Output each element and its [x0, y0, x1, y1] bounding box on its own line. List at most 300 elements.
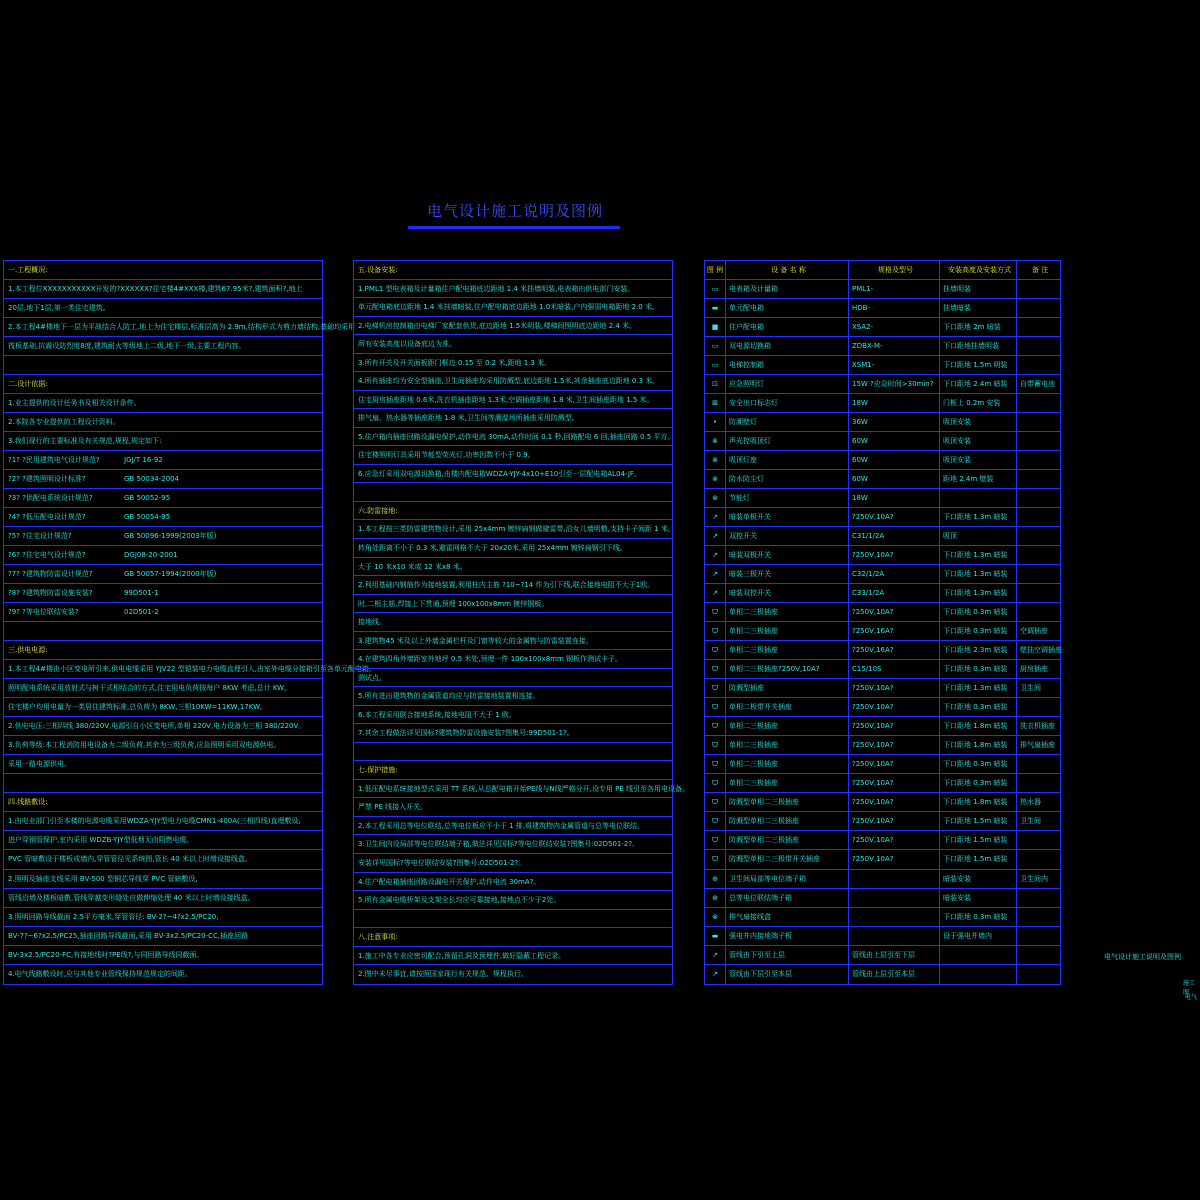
note-line — [4, 889, 322, 908]
note-text: 3.我们现行的主要标准及有关规范,规程,规定如下: — [8, 437, 162, 446]
note-text: 7.其余工程做法详见国标?建筑物防雷设施安装?图集号:99D501-1?。 — [358, 729, 574, 738]
note-line — [354, 409, 672, 428]
note-line — [4, 679, 322, 698]
standard-code: DGJ08-20-2001 — [124, 551, 178, 560]
device-model — [848, 889, 939, 907]
device-model: 60W — [848, 432, 939, 450]
legend-symbol-icon: ▭ — [711, 361, 719, 370]
legend-row — [705, 394, 1060, 413]
legend-symbol-icon: ⊗ — [712, 437, 718, 446]
note-text: 5.所有进出建筑物的金属管道均应与防雷接地装置相连接。 — [358, 692, 540, 701]
title-underline — [408, 226, 620, 229]
note-line — [354, 669, 672, 688]
install-method: 下口距地 1.8m 暗装 — [939, 717, 1016, 735]
device-model: C15/10S — [848, 660, 939, 678]
legend-symbol-icon: ⊕ — [712, 874, 718, 883]
note-line — [354, 595, 672, 614]
legend-symbol-icon: ᗜ — [712, 665, 718, 674]
legend-header-row — [705, 261, 1060, 280]
note-line — [354, 687, 672, 706]
device-model: 60W — [848, 451, 939, 469]
install-method: 下口距地 1.3m 暗装 — [939, 508, 1016, 526]
install-method — [939, 489, 1016, 507]
note-line — [4, 299, 322, 318]
install-method: 下口距地 2m 暗装 — [939, 318, 1016, 336]
note-text: 3.照明回路导线截面 2.5平方毫米,穿管管径: BV-2?~4?x2.5/PC20, — [8, 912, 219, 921]
note-text: 安装详见国标?等电位联结安装?图集号:02D501-2?。 — [358, 859, 526, 867]
note-text: 筏板基础,抗震设防烈度8度,建筑耐火等级地上二级,地下一级,主要工程内容。 — [8, 342, 246, 351]
install-method: 下口距地 0.3m 暗装 — [939, 622, 1016, 640]
device-name: 单相二三极插座?250V,10A? — [725, 660, 848, 678]
legend-row — [705, 641, 1060, 660]
note-line — [354, 873, 672, 892]
note-line — [4, 356, 322, 375]
note-text: 2.本院各专业提供的工程设计资料。 — [8, 418, 120, 427]
install-method: 下口距地 1.5m 暗装 — [939, 831, 1016, 849]
legend-row — [705, 546, 1060, 565]
device-name: 防溅型单相二三极插座 — [725, 793, 848, 811]
note-line — [354, 835, 672, 854]
note-text: 2.照明及插座支线采用 BV-500 型铜芯导线穿 PVC 管暗敷设, — [8, 874, 198, 883]
note-line — [354, 428, 675, 447]
device-model — [848, 908, 939, 926]
note-line — [354, 724, 672, 743]
device-name: 卫生间局部等电位端子箱 — [725, 870, 848, 888]
note-line — [4, 413, 322, 432]
remark: 壁挂空调插座 — [1016, 641, 1060, 659]
note-text: ?4? ?低压配电设计规范? — [8, 513, 86, 522]
note-line — [4, 927, 322, 946]
note-text: 4.在建筑四角外墙距室外地坪 0.5 米处,预埋一件 100x100x8mm 钢板作测试卡子。 — [358, 655, 623, 664]
note-text: 4.所有插座均为安全型插座,卫生间插座均采用防溅型,底边距地 1.5米,其余插座底边距地 0.3 米。 — [358, 377, 660, 386]
note-line — [354, 910, 672, 929]
remark — [1016, 451, 1060, 469]
legend-symbol-icon: ᗜ — [712, 836, 718, 845]
remark: 空调插座 — [1016, 622, 1060, 640]
install-method — [939, 965, 1016, 984]
note-line — [4, 603, 322, 622]
note-line — [354, 613, 672, 632]
note-line — [354, 891, 672, 910]
legend-row — [705, 965, 1060, 984]
device-name: 防溅型单相二三极插座 — [725, 831, 848, 849]
section-heading — [354, 761, 672, 780]
install-method: 下口距地 0.3m 暗装 — [939, 755, 1016, 773]
device-model: 18W — [848, 489, 939, 507]
note-text: 4.电气线路敷设时,应与其他专业管线保持规范规定的间距。 — [8, 969, 192, 978]
install-method: 吸顶安装 — [939, 451, 1016, 469]
remark: 自带蓄电池 — [1016, 375, 1060, 393]
note-line — [354, 965, 672, 984]
device-model: ?250V,10A? — [848, 831, 939, 849]
note-text: 2.本工程4#楼地下一层为平战结合人防工,地上为住宅楼层,标准层高为 2.9m,结构形式为剪力墙结构,基础均采用 — [8, 323, 356, 332]
legend-row — [705, 793, 1060, 812]
legend-row — [705, 318, 1060, 337]
install-method: 挂墙暗装 — [939, 299, 1016, 317]
note-text: 20层,地下1层,第一类住宅建筑。 — [8, 304, 110, 313]
standard-code: GB 50096-1999(2003年版) — [124, 532, 217, 541]
legend-row — [705, 908, 1060, 927]
note-line — [4, 470, 322, 489]
remark — [1016, 356, 1060, 374]
note-line — [354, 576, 672, 595]
note-line — [4, 870, 322, 889]
device-model — [848, 870, 939, 888]
legend-row — [705, 375, 1060, 394]
note-line — [4, 965, 322, 984]
device-name: 应急照明灯 — [725, 375, 848, 393]
legend-symbol-icon: ↗ — [712, 513, 718, 522]
side-title: 电气设计施工说明及图例 — [1104, 953, 1181, 961]
standard-code: GB 50054-95 — [124, 513, 171, 522]
device-model: 管线由上层引至本层 — [848, 965, 939, 984]
note-line — [4, 546, 322, 565]
device-model: ?250V,10A? — [848, 793, 939, 811]
legend-symbol-icon: ⊗ — [712, 494, 718, 503]
legend-row — [705, 508, 1060, 527]
install-method: 下口距地 0.3m 暗装 — [939, 774, 1016, 792]
note-line — [354, 391, 672, 410]
note-line — [4, 908, 322, 927]
note-text: BV-3x2.5/PC20-FC,有接地线时?PE线?,与同回路导线同截面。 — [8, 950, 204, 959]
note-line — [354, 298, 672, 317]
note-text: 2.图中未尽事宜,请按照国家现行有关规范、规程执行。 — [358, 970, 528, 979]
install-method — [939, 946, 1016, 964]
note-text: 三.供电电源: — [8, 646, 48, 655]
legend-row — [705, 774, 1060, 793]
device-model — [848, 927, 939, 945]
remark: 备 注 — [1016, 261, 1060, 279]
install-method: 下口距地 0.3m 暗装 — [939, 908, 1016, 926]
note-text: 四.线路敷设: — [8, 798, 48, 807]
legend-symbol-icon: ᗜ — [712, 798, 718, 807]
legend-symbol-icon: ᗜ — [712, 627, 718, 636]
remark: 厨房插座 — [1016, 660, 1060, 678]
remark: 卫生间内 — [1016, 870, 1060, 888]
device-model: C33/1/2A — [848, 584, 939, 602]
install-method: 下口距地 1.3m 暗装 — [939, 546, 1016, 564]
device-model: ?250V,10A? — [848, 755, 939, 773]
note-line — [4, 660, 376, 679]
note-text: 3.建筑物45 米及以上外墙金属栏杆及门窗等较大的金属物与防雷装置连接。 — [358, 636, 593, 645]
device-name: 排气扇接线盒 — [725, 908, 848, 926]
device-name: 单相二三极插座 — [725, 603, 848, 621]
install-method: 下口距地 1.3m 暗装 — [939, 565, 1016, 583]
remark — [1016, 432, 1060, 450]
legend-symbol-icon: ↗ — [712, 950, 718, 959]
device-model: 管线由上层引至下层 — [848, 946, 939, 964]
device-model: 15W ?应急时间>30min? — [848, 375, 939, 393]
note-text: 1.PML1 型电表箱及计量箱住户配电箱底边距地 1.4 米挂墙明装,电表箱由供电部门安装。 — [358, 284, 635, 293]
install-method: 下口距地 0.3m 暗装 — [939, 603, 1016, 621]
remark — [1016, 698, 1060, 716]
note-line — [354, 483, 672, 502]
legend-row — [705, 698, 1060, 717]
install-method: 下口距地 1.8m 暗装 — [939, 736, 1016, 754]
device-model: ?250V,10A? — [848, 603, 939, 621]
legend-symbol-icon: ⊡ — [712, 380, 718, 389]
install-method: 下口距地 2.3m 暗装 — [939, 641, 1016, 659]
device-name: 暗装双极开关 — [725, 546, 848, 564]
legend-row — [705, 812, 1060, 831]
install-method: 下口距地 1.5m 暗装 — [939, 850, 1016, 868]
section-heading — [4, 261, 322, 280]
legend-row — [705, 850, 1060, 869]
note-line — [354, 446, 672, 465]
note-line — [4, 584, 322, 603]
device-model: C31/1/2A — [848, 527, 939, 545]
note-line — [4, 736, 322, 755]
install-method: 下口距地 1.5m 明装 — [939, 356, 1016, 374]
note-text: 1.本工程4#楼由小区变电所引来,供电电缆采用 YJV22 型铠装电力电缆直埋引入,由室外电缆分接箱引至各单元配电箱。 — [8, 665, 376, 674]
remark — [1016, 546, 1060, 564]
note-line — [4, 831, 322, 850]
section-heading — [4, 793, 322, 812]
legend-symbol-icon: ▭ — [711, 285, 719, 294]
legend-symbol-icon: ᗜ — [712, 684, 718, 693]
remark: 热水器 — [1016, 793, 1060, 811]
device-model: ?250V,10A? — [848, 850, 939, 868]
legend-symbol-icon: ↗ — [712, 969, 718, 978]
legend-row — [705, 755, 1060, 774]
legend-row — [705, 356, 1060, 375]
section-heading — [4, 375, 322, 394]
device-name: 电梯控制箱 — [725, 356, 848, 374]
note-line — [354, 539, 672, 558]
standard-code: JGJ/T 16-92 — [124, 456, 163, 465]
note-text: BV-7?~6?x2.5/PC25,插座回路导线截面,采用 BV-3x2.5/PC20-CC,插座回路 — [8, 931, 249, 940]
device-name: 防溅型插座 — [725, 679, 848, 697]
legend-symbol-icon: ᗜ — [712, 760, 718, 769]
legend-symbol-icon: ⊗ — [712, 456, 718, 465]
device-model: C32/1/2A — [848, 565, 939, 583]
remark — [1016, 965, 1060, 984]
note-text: ?8? ?建筑物防雷设施安装? — [8, 589, 93, 598]
note-line — [4, 451, 322, 470]
note-text: 管线沿墙及楼板暗敷,管线穿越变形缝处应做伸缩处理 40 米以上时增设接线盒。 — [8, 893, 255, 902]
remark — [1016, 413, 1060, 431]
note-text: 5.所有金属电缆桥架及支架全长均应可靠接地,接地点不少于2处。 — [358, 896, 561, 905]
note-line — [354, 798, 672, 817]
remark — [1016, 927, 1060, 945]
legend-row — [705, 831, 1060, 850]
install-method: 下口距地 0.3m 暗装 — [939, 698, 1016, 716]
legend-symbol-icon: ᗜ — [712, 855, 718, 864]
note-text: ?1? ?民用建筑电气设计规范? — [8, 456, 100, 465]
device-name: 单相二三极插座 — [725, 641, 848, 659]
device-name: 强电井内接地端子板 — [725, 927, 848, 945]
device-model: HDB- — [848, 299, 939, 317]
section-heading — [4, 641, 322, 660]
note-line — [354, 780, 689, 799]
device-name: 单相二三极插座 — [725, 755, 848, 773]
note-line — [4, 432, 322, 451]
legend-symbol-icon: ⊗ — [712, 475, 718, 484]
note-line — [4, 812, 322, 831]
section-heading — [354, 261, 672, 280]
remark: 排气扇插座 — [1016, 736, 1060, 754]
install-method: 下口距地 2.4m 暗装 — [939, 375, 1016, 393]
note-text: 6.应急灯采用双电源切换箱,由楼内配电箱WDZA-YJY-4x10+E10引至一层配电箱AL04-JF。 — [358, 469, 641, 478]
device-model: PML1- — [848, 280, 939, 298]
note-text: 1.业主提供的设计任务书及相关设计条件。 — [8, 399, 141, 408]
install-method: 下口距地 0.3m 暗装 — [939, 660, 1016, 678]
remark — [1016, 489, 1060, 507]
install-method: 安装高度及安装方式 — [939, 261, 1016, 279]
note-text: ?5? ?住宅设计规范? — [8, 532, 72, 541]
note-line — [354, 854, 672, 873]
device-model: ?250V,16A? — [848, 641, 939, 659]
note-line — [354, 650, 672, 669]
note-line — [4, 337, 322, 356]
standard-code: GB 50034-2004 — [124, 475, 180, 484]
note-line — [4, 565, 322, 584]
note-text: 所有安装高度以设备底边为准。 — [358, 340, 456, 349]
note-text: 2.利用基础内钢筋作为接地装置,利用柱内主筋 ?10~?14 作为引下线,联合接地电阻不大于1欧。 — [358, 581, 655, 590]
note-text: 6.本工程采用联合接地系统,接地电阻不大于 1 欧。 — [358, 710, 516, 719]
note-text: 3.负荷等级:本工程消防用电设备为二级负荷,其余为三级负荷,应急照明采用双电源供电。 — [8, 741, 281, 750]
note-text: 3.卫生间内设局部等电位联结端子箱,做法详见国标?等电位联结安装?图集号:02D501-2?。 — [358, 840, 640, 849]
device-model: ZDBX-M- — [848, 337, 939, 355]
legend-row — [705, 584, 1060, 603]
legend-symbol-icon: ▬ — [711, 304, 719, 313]
remark — [1016, 565, 1060, 583]
legend-row — [705, 432, 1060, 451]
legend-row — [705, 660, 1060, 679]
device-name: 双电源切换箱 — [725, 337, 848, 355]
legend-row — [705, 489, 1060, 508]
remark — [1016, 603, 1060, 621]
note-text: 七.保护措施: — [358, 766, 398, 775]
remark — [1016, 394, 1060, 412]
device-model: ?250V,10A? — [848, 508, 939, 526]
legend-symbol-icon: ↗ — [712, 551, 718, 560]
note-line — [354, 817, 672, 836]
legend-row — [705, 451, 1060, 470]
install-method: 下口距地挂墙明装 — [939, 337, 1016, 355]
device-name: 管线由下引至上层 — [725, 946, 848, 964]
note-line — [4, 394, 322, 413]
device-model: ?250V,10A? — [848, 774, 939, 792]
legend-symbol-icon: ⊗ — [712, 912, 718, 921]
note-line — [4, 698, 322, 717]
install-method: 距地 2.4m 壁装 — [939, 470, 1016, 488]
note-line — [4, 622, 322, 641]
section-heading — [354, 502, 672, 521]
note-line — [4, 946, 322, 965]
side-sub-label-1: 施工图 — [1183, 980, 1196, 996]
remark — [1016, 584, 1060, 602]
remark: 洗衣机插座 — [1016, 717, 1060, 735]
note-text: ?6? ?住宅电气设计规范? — [8, 551, 86, 560]
note-text: 一.工程概况: — [8, 266, 48, 274]
legend-row — [705, 946, 1060, 965]
remark — [1016, 889, 1060, 907]
note-text: 住宅楼照明灯具采用节能型荧光灯,功率因数不小于 0.9。 — [358, 451, 535, 460]
device-model: ?250V,10A? — [848, 717, 939, 735]
device-name: 单相二极带开关插座 — [725, 698, 848, 716]
note-line — [4, 755, 322, 774]
remark — [1016, 508, 1060, 526]
install-method: 设于强电井墙内 — [939, 927, 1016, 945]
note-line — [354, 520, 675, 539]
standard-code: GB 50052-95 — [124, 494, 171, 503]
note-line — [354, 558, 672, 577]
note-text: 八.注意事项: — [358, 933, 398, 942]
legend-symbol-icon: ᗜ — [712, 703, 718, 712]
device-name: 单相二三极插座 — [725, 622, 848, 640]
device-model: ?250V,10A? — [848, 546, 939, 564]
note-text: 五.设备安装: — [358, 266, 398, 274]
legend-symbol-icon: 图 例 — [706, 266, 724, 274]
note-text: ?7? ?建筑物防雷设计规范? — [8, 570, 93, 579]
note-line — [354, 335, 672, 354]
install-method: 暗装安装 — [939, 870, 1016, 888]
legend-row — [705, 470, 1060, 489]
note-line — [4, 318, 356, 337]
legend-row — [705, 337, 1060, 356]
note-text: 1.由电业部门引至本楼的电源电缆采用WDZA-YJY型电力电缆CMN1-400A(三相四线)直埋敷设, — [8, 817, 301, 826]
device-name: 暗装三极开关 — [725, 565, 848, 583]
note-text: 严禁 PE 线接入开关。 — [358, 803, 428, 812]
remark: 卫生间 — [1016, 679, 1060, 697]
note-line — [354, 354, 672, 373]
remark — [1016, 946, 1060, 964]
standard-code: 99D501-1 — [124, 589, 159, 598]
note-text: 六.防雷接地: — [358, 506, 398, 515]
device-model: 36W — [848, 413, 939, 431]
remark — [1016, 908, 1060, 926]
device-name: 单相二三极插座 — [725, 774, 848, 792]
legend-symbol-icon: ᗜ — [712, 722, 718, 731]
device-model: 60W — [848, 470, 939, 488]
legend-row — [705, 622, 1060, 641]
legend-row — [705, 413, 1060, 432]
note-line — [354, 280, 672, 299]
device-name: 设 备 名 称 — [725, 261, 848, 279]
note-line — [354, 743, 672, 762]
note-text: 2.电梯机房控制箱由电梯厂家配套供货,底边距地 1.5米明装,楼梯间照明底边距地 2.4 米。 — [358, 321, 637, 330]
device-model: ?250V,16A? — [848, 622, 939, 640]
legend-symbol-icon: ᗜ — [712, 608, 718, 617]
device-name: 吸顶灯座 — [725, 451, 848, 469]
legend-row — [705, 679, 1060, 698]
device-name: 总等电位联结端子箱 — [725, 889, 848, 907]
note-text: 2.供电电压:三相四线 380/220V,电源引自小区变电所,单相 220V,电力设备为三相 380/220V。 — [8, 722, 306, 731]
legend-symbol-icon: ᗜ — [712, 779, 718, 788]
device-model: ?250V,10A? — [848, 812, 939, 830]
note-text: 住宅楼户均用电量为一类居住建筑标准,总负荷为 8KW,三相10KW=11KW,17KW。 — [8, 703, 267, 712]
device-model: ?250V,10A? — [848, 736, 939, 754]
device-model: XSM1- — [848, 356, 939, 374]
legend-symbol-icon: ▬ — [711, 931, 719, 940]
device-name: 节能灯 — [725, 489, 848, 507]
legend-symbol-icon: ■ — [711, 323, 719, 332]
legend-row — [705, 889, 1060, 908]
device-name: 防溅型单相二三极带开关插座 — [725, 850, 848, 868]
device-name: 暗装单极开关 — [725, 508, 848, 526]
note-text: 住宅厨房插座距地 0.6米,洗衣机插座距地 1.3米,空调插座距地 1.8 米,卫生间插座距地 1.5 米。 — [358, 395, 654, 404]
note-text: 接地线。 — [358, 618, 386, 627]
notes-column-2 — [353, 260, 689, 985]
device-model: 18W — [848, 394, 939, 412]
note-text: 照明配电系统采用放射式与树干式相结合的方式,住宅用电负荷按每户 8KW 考虑,总计 KW。 — [8, 684, 292, 693]
note-text: 1.低压配电系统接地型式采用 TT 系统,从总配电箱开始PE线与N线严格分开,设专用 PE 线引至各用电设备。 — [358, 784, 689, 793]
remark — [1016, 337, 1060, 355]
remark — [1016, 831, 1060, 849]
note-text: 单元配电箱底边距地 1.4 米挂墙暗装,住户配电箱底边距地 1.0米暗装,户内强弱电箱距地 2.0 米。 — [358, 303, 659, 312]
install-method: 下口距地 1.5m 暗装 — [939, 812, 1016, 830]
